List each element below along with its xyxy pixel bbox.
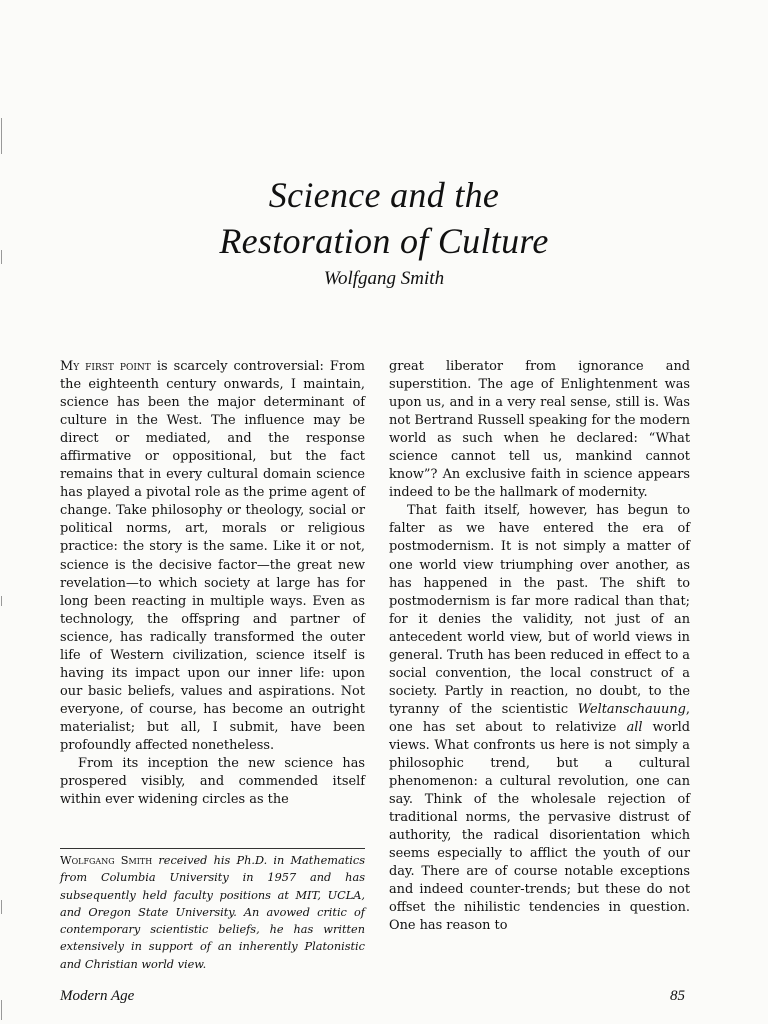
page-number: 85 <box>670 988 685 1004</box>
paragraph <box>389 502 690 935</box>
left-column <box>60 358 365 809</box>
emphasis-text: Weltanschauung <box>577 701 686 717</box>
paragraph-text: , one has set about to relativize <box>389 701 690 735</box>
paragraph-text: world views. What confronts us here is not simply a philosophic trend, but a cultural phenomenon: a cultural revolution, one can say. Think of the wholesale rejection of traditional norms, the pervasive distrust of authority, the radical disorientation which seems especially to afflict the youth of our day. There are of course notable exceptions and indeed counter-trends; but these do not offset the nihilistic tendencies in question. One has reason to <box>389 719 690 934</box>
paragraph <box>60 358 365 755</box>
emphasis-text: all <box>626 719 643 735</box>
scan-edge-marks <box>0 0 6 1024</box>
paragraph-text: is scarcely controversial: From the eighteenth century onwards, I maintain, science has been the major determinant of culture in the West. The influence may be direct or mediated, and the response affirmative or oppositional, but the fact remains that in every cultural domain science has played a pivotal role as the prime agent of change. Take philosophy or theology, social or political norms, art, morals or religious practice: the story is the same. Like it or not, science is the decisive factor—the great new revelation—to which society at large has for long been reacting in multiple ways. Even as technology, the offspring and partner of science, has radically transformed the outer life of Western civilization, science itself is having its impact upon our inner life: upon our basic beliefs, values and aspirations. Not everyone, of course, has become an outright materialist; but all, I submit, have been profoundly affected nonetheless. <box>60 359 365 753</box>
journal-name: Modern Age <box>60 988 135 1004</box>
article-title-line-1: Science and the <box>268 175 500 215</box>
footnote-text: received his Ph.D. in Mathematics from Columbia University in 1957 and has subsequently held faculty positions at MIT, UCLA, and Oregon State University. An avowed critic of contemporary scientistic beliefs, he has written extensively in support of an inherently Platonistic and Christian world view. <box>60 854 366 971</box>
paragraph <box>389 358 690 502</box>
paragraph <box>60 755 365 809</box>
article-title-line-2: Restoration of Culture <box>219 221 549 261</box>
small-caps-lead: My first point <box>60 359 151 374</box>
right-column <box>389 358 690 936</box>
paragraph-text: That faith itself, however, has begun to falter as we have entered the era of postmodernism. It is not simply a matter of one world view triumphing over another, as has happened in the past. The shift to postmodernism is far more radical than that; for it denies the validity, not just of an antecedent world view, but of world views in general. Truth has been reduced in effect to a social convention, the local construct of a society. Partly in reaction, no doubt, to the tyranny of the scientistic <box>389 503 690 717</box>
footnote-divider <box>60 848 365 849</box>
author-footnote <box>60 852 365 973</box>
paragraph-text: From its inception the new science has prospered visibly, and commended itself within ever widening circles as the <box>60 756 365 808</box>
footnote-author-name: Wolfgang Smith <box>60 854 153 867</box>
paragraph-text: great liberator from ignorance and superstition. The age of Enlightenment was upon us, and in a very real sense, still is. Was not Bertrand Russell speaking for the modern world as such when he declared: “What science cannot tell us, mankind cannot know”? An exclusive faith in science appears indeed to be the hallmark of modernity. <box>389 359 690 501</box>
article-author: Wolfgang Smith <box>323 268 445 289</box>
